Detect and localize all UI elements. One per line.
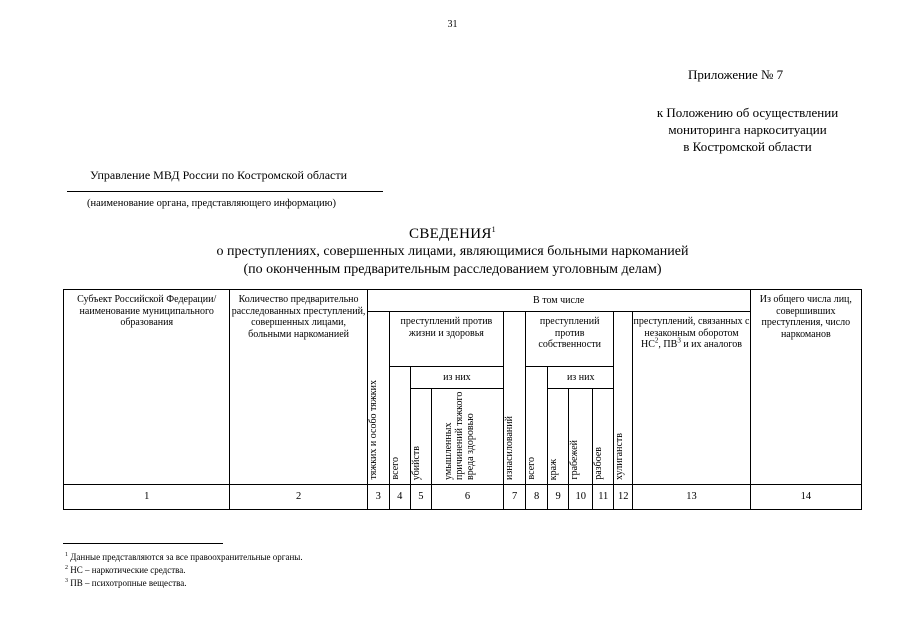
header-rape <box>504 312 526 485</box>
vertical-label: умышленных причинений тяжкого вреда здоровью <box>443 391 477 480</box>
vertical-label: хулиганств <box>614 433 626 480</box>
column-number: 12 <box>614 485 633 510</box>
column-number: 13 <box>633 485 750 510</box>
appendix-ref-line: мониторинга наркоситуации <box>668 122 827 137</box>
vertical-label: грабежей <box>569 440 581 480</box>
header-life-total <box>389 367 410 485</box>
footnote: $^3$ ПВ – психотропные вещества. <box>65 578 187 588</box>
column-number: 8 <box>526 485 548 510</box>
page-number: 31 <box>447 19 458 30</box>
header-property-total <box>526 367 548 485</box>
document-subtitle: (по оконченным предварительным расследованием уголовным делам) <box>243 262 662 277</box>
vertical-label: всего <box>526 457 538 480</box>
header-including: В том числе <box>367 290 750 312</box>
footnote: $^1$ Данные представляются за все правоохранительные органы. <box>65 552 303 562</box>
header-life-of-them: из них <box>410 367 503 389</box>
column-number: 1 <box>64 485 230 510</box>
header-life-health: преступлений против жизни и здоровья <box>389 312 503 367</box>
column-number: 6 <box>431 485 503 510</box>
column-numbers-row <box>64 485 862 510</box>
header-property: преступлений против собственности <box>526 312 614 367</box>
appendix-reference <box>630 104 865 155</box>
header-property-of-them: из них <box>548 367 614 389</box>
appendix-ref-line: к Положению об осуществлении <box>656 105 839 120</box>
column-number: 5 <box>410 485 431 510</box>
column-number: 11 <box>593 485 614 510</box>
header-investigated-count: Количество предварительно расследованных преступлений, совершенных лицами, больными наркоманией <box>230 290 367 485</box>
title-footnote-mark: 1 <box>491 225 496 234</box>
column-number: 14 <box>750 485 861 510</box>
appendix-ref-line: в Костромской области <box>683 139 812 154</box>
organization-name: Управление МВД России по Костромской области <box>90 168 348 182</box>
column-number: 7 <box>504 485 526 510</box>
column-number: 3 <box>367 485 389 510</box>
header-drug-addicts-count: Из общего числа лиц, совершивших преступления, число наркоманов <box>750 290 861 485</box>
column-number: 2 <box>230 485 367 510</box>
footnote-separator <box>63 543 223 544</box>
organization-underline <box>67 191 383 192</box>
vertical-label: разбоев <box>593 447 605 480</box>
column-number: 10 <box>569 485 593 510</box>
document-subtitle: о преступлениях, совершенных лицами, являющимися больными наркоманией <box>216 244 689 259</box>
header-assaults <box>593 389 614 485</box>
vertical-label: всего <box>389 457 401 480</box>
header-subject: Субъект Российской Федерации/наименование муниципального образования <box>64 290 230 485</box>
header-robberies <box>569 389 593 485</box>
header-murders <box>410 389 431 485</box>
vertical-label: краж <box>548 458 560 480</box>
column-number: 9 <box>548 485 569 510</box>
header-thefts <box>548 389 569 485</box>
column-number: 4 <box>389 485 410 510</box>
header-serious-crimes <box>367 312 389 485</box>
header-hooliganism <box>614 312 633 485</box>
appendix-title: Приложение № 7 <box>688 67 784 82</box>
vertical-label: убийств <box>410 445 422 480</box>
organization-caption: (наименование органа, представляющего информацию) <box>87 198 336 209</box>
vertical-label: тяжких и особо тяжких <box>367 380 379 480</box>
title-text: СВЕДЕНИЯ <box>409 226 492 242</box>
header-drug-crimes: преступлений, связанных с незаконным оборотом $НС^2$, $ПВ^3$ и их аналогов <box>633 312 750 485</box>
vertical-label: изнасилований <box>504 416 516 480</box>
report-table <box>63 289 862 510</box>
footnote: $^2$ НС – наркотические средства. <box>65 565 186 575</box>
document-title <box>0 225 905 243</box>
header-grievous-harm <box>431 389 503 485</box>
